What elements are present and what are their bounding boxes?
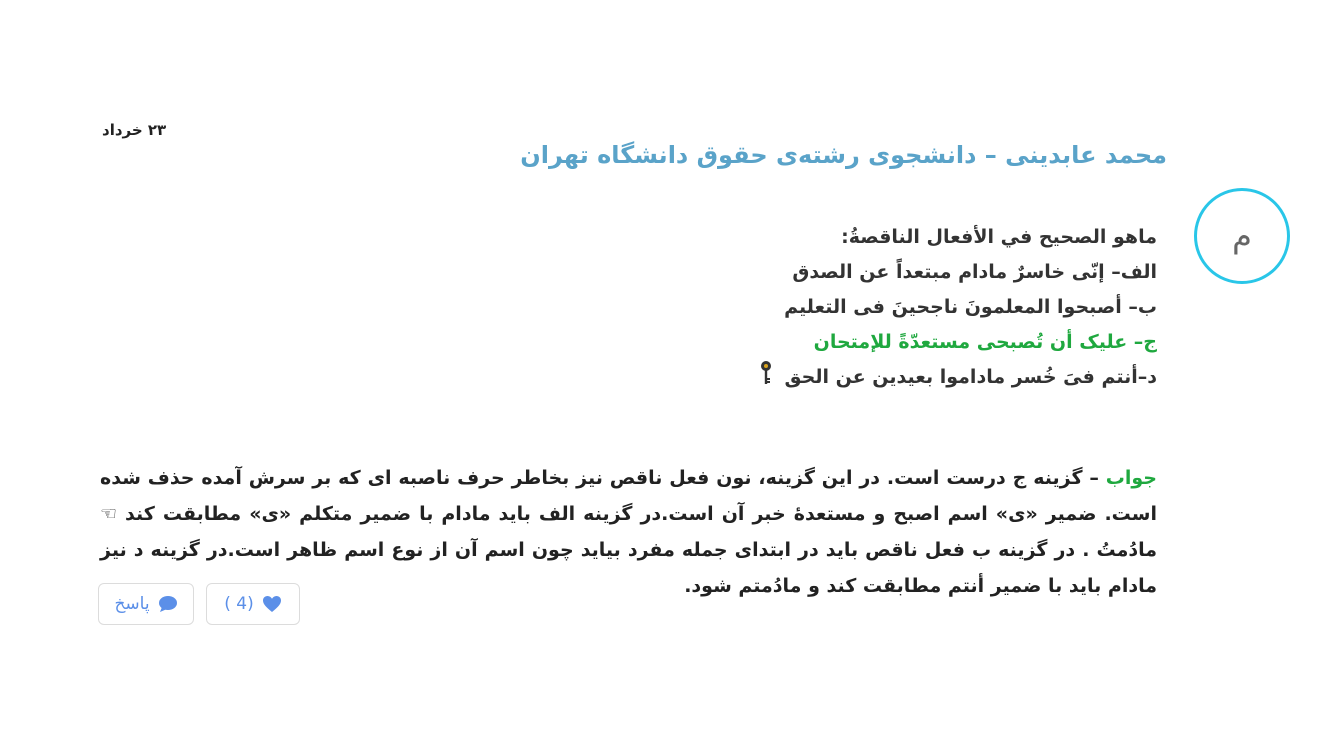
option-c-correct: ج– علیک أن تُصبحی مستعدّةً للإمتحان <box>813 331 1157 353</box>
avatar-letter: م <box>1232 217 1252 255</box>
key-icon <box>758 360 774 398</box>
reply-label: پاسخ <box>114 594 150 614</box>
like-button[interactable] <box>206 583 300 625</box>
like-count: ( 4) <box>224 594 254 614</box>
question-stem: ماهو الصحیح في الأفعال الناقصةُ: <box>841 226 1157 248</box>
question-block <box>758 220 1157 398</box>
option-d <box>758 360 1157 398</box>
author-name[interactable]: محمد عابدینی – دانشجوی رشته‌ی حقوق دانشگاه تهران <box>520 141 1167 169</box>
action-bar <box>98 583 300 625</box>
reply-button[interactable] <box>98 583 194 625</box>
answer-label: جواب <box>1105 467 1157 489</box>
avatar[interactable] <box>1194 188 1290 284</box>
option-b: ب– أصبحوا المعلمونَ ناجحینَ فی التعلیم <box>784 296 1157 318</box>
heart-icon <box>262 595 282 613</box>
chat-bubble-icon <box>158 595 178 613</box>
option-a: الف– إنّی خاسرٌ مادام مبتعداً عن الصدق <box>792 261 1157 283</box>
answer-text: – گزینه ج درست است. در این گزینه، نون فعل ناقص نیز بخاطر حرف ناصبه ای که بر سرش آمده حذف شده است. ضمیر «ی» اسم اصبح و مستعدۀ خبر آن است.در گزینه الف باید مادام با ضمیر متکلم «ی» مطابقت کند ☜مادُمتُ . در گزینه ب فعل ناقص باید در ابتدای جمله مفرد بیاید چون اسم آن از نوع اسم ظاهر است.در گزینه د نیز مادام باید با ضمیر أنتم مطابقت کند و مادُمتم شود. <box>100 467 1157 597</box>
option-d-text: د–أنتم فیَ خُسر ماداموا بعیدین عن الحق <box>784 366 1157 388</box>
post-date: ۲۳ خرداد <box>102 121 167 139</box>
